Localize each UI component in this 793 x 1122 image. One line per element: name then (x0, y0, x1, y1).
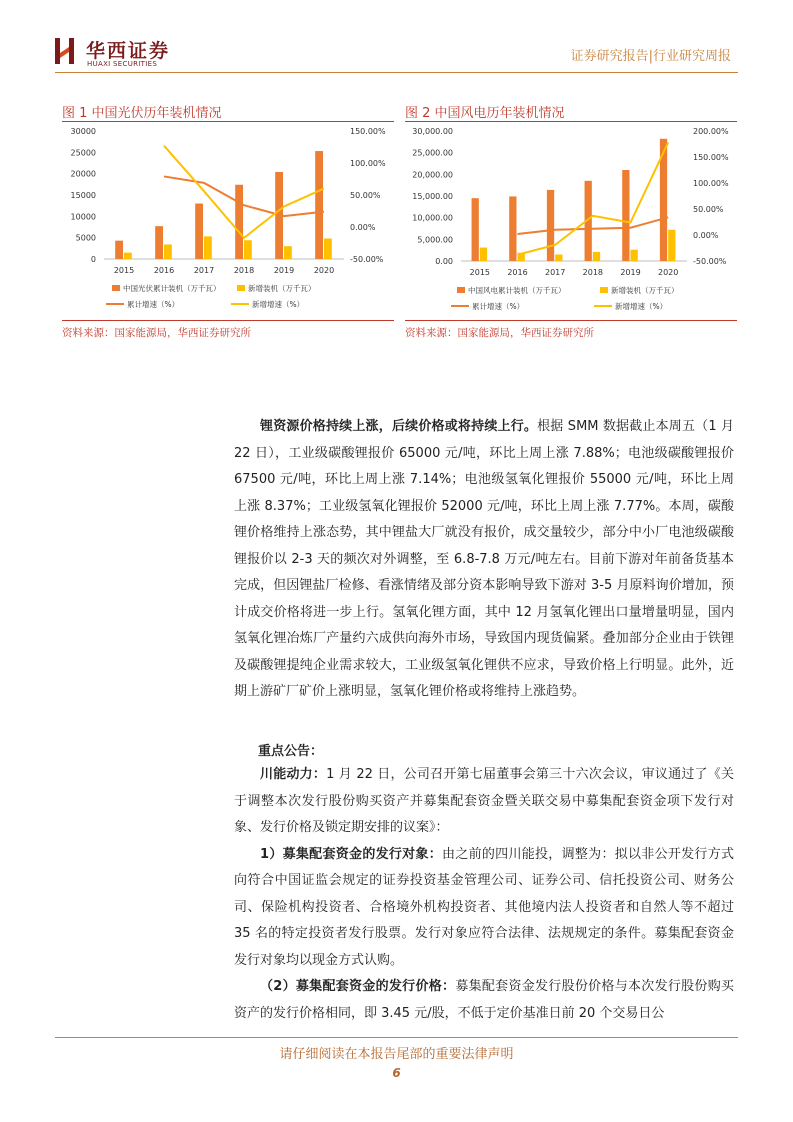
item2-text: 募集配套资金发行股份价格与本次发行股份购买资产的发行价格相同，即 3.45 元/股，不低于定价基准日前 20 个交易日公 (234, 979, 734, 1021)
bar-cumulative-2015 (472, 198, 479, 261)
right-axis-tick-label: 150.00% (693, 153, 729, 162)
company-text: 1 月 22 日，公司召开第七届董事会第三十六次会议，审议通过了《关于调整本次发行股份购买资产并募集配套资金暨关联交易中募集配套资金项下发行对象、发行价格及锁定期安排的议案》： (234, 767, 734, 835)
page-number: 6 (392, 1066, 401, 1080)
huaxi-logo-icon (54, 36, 76, 66)
left-axis-tick-label: 10,000.00 (412, 213, 453, 223)
right-axis-tick-label: 50.00% (350, 191, 381, 200)
x-axis-tick-label: 2019 (620, 268, 641, 277)
figure-2-chart (405, 123, 737, 318)
legend-label: 中国风电累计装机（万千瓦） (468, 286, 566, 295)
bar-new-2020 (668, 230, 675, 261)
legend-label: 累计增速（%） (127, 300, 180, 309)
legend-label: 新增增速（%） (252, 300, 305, 309)
x-axis-tick-label: 2017 (193, 266, 215, 275)
bar-cumulative-2017 (195, 204, 203, 259)
x-axis-tick-label: 2015 (113, 266, 135, 275)
figure-1-top-rule (62, 121, 394, 122)
left-axis-tick-label: 15000 (70, 191, 96, 200)
bar-cumulative-2020 (315, 151, 323, 259)
item1-text: 由之前的四川能投，调整为：拟以非公开发行方式向符合中国证监会规定的证券投资基金管理公司、证券公司、信托投资公司、财务公司、保险机构投资者、合格境外机构投资者、其他境内法人投资者和自然人等不超过 35 名的特定投资者发行股票。发行对象应符合法律、法规规定的条件。募集配套资金发行对象均以现金方式认购。 (234, 846, 734, 968)
x-axis-tick-label: 2018 (582, 268, 604, 277)
item2-title: （2）募集配套资金的发行价格： (260, 979, 456, 994)
left-axis-tick-label: 25000 (70, 148, 96, 158)
lithium-paragraph (234, 414, 734, 706)
bar-new-2016 (164, 244, 172, 259)
x-axis-tick-label: 2019 (273, 266, 295, 275)
right-axis-tick-label: 150.00% (350, 127, 386, 136)
x-axis-tick-label: 2015 (469, 268, 491, 277)
right-axis-tick-label: 100.00% (350, 159, 386, 168)
line-cumulative-growth (518, 217, 669, 234)
bar-cumulative-2016 (155, 226, 163, 259)
figure-2-bottom-rule (405, 320, 737, 321)
figure-2-top-rule (405, 121, 737, 122)
legend-swatch-cumulative (457, 287, 465, 293)
left-axis-tick-label: 5,000.00 (417, 235, 453, 245)
legend-label: 中国光伏累计装机（万千瓦） (123, 284, 221, 293)
bar-new-2017 (555, 255, 562, 262)
left-axis-tick-label: 15,000.00 (412, 192, 453, 201)
figure-2-title: 图 2 中国风电历年装机情况 (405, 106, 565, 121)
legend-swatch-new (600, 287, 608, 293)
bar-cumulative-2016 (509, 196, 516, 261)
bar-cumulative-2017 (547, 190, 554, 261)
figure-1-source: 资料来源：国家能源局，华西证券研究所 (62, 327, 251, 339)
legend-swatch-new (237, 285, 245, 291)
header-divider (55, 72, 738, 73)
bar-new-2018 (593, 252, 600, 261)
left-axis-tick-label: 10000 (70, 212, 96, 222)
bar-cumulative-2015 (115, 241, 123, 259)
bar-new-2015 (480, 248, 487, 261)
x-axis-tick-label: 2016 (153, 266, 175, 275)
right-axis-tick-label: 0.00% (350, 223, 376, 232)
report-type: 证券研究报告|行业研究周报 (570, 49, 731, 64)
announcement-heading: 重点公告： (258, 744, 324, 759)
line-cumulative-growth (164, 176, 324, 216)
right-axis-tick-label: -50.00% (350, 255, 384, 264)
bar-cumulative-2019 (622, 170, 629, 261)
lithium-title: 锂资源价格持续上涨，后续价格或将持续上行。 (260, 419, 538, 434)
line-new-growth (164, 146, 324, 238)
left-axis-tick-label: 30000 (70, 127, 96, 136)
footer-divider (55, 1037, 738, 1038)
announcement-body (234, 762, 734, 1027)
x-axis-tick-label: 2020 (657, 268, 679, 277)
left-axis-tick-label: 0 (90, 255, 96, 264)
bar-new-2019 (631, 250, 638, 261)
bar-new-2018 (244, 240, 252, 259)
right-axis-tick-label: -50.00% (693, 257, 727, 266)
right-axis-tick-label: 0.00% (693, 231, 719, 240)
right-axis-tick-label: 50.00% (693, 205, 724, 214)
x-axis-tick-label: 2018 (233, 266, 255, 275)
logo-text-cn: 华西证券 (86, 40, 171, 62)
legend-swatch-cumulative (112, 285, 120, 291)
logo-text-en: HUAXI SECURITIES (87, 60, 158, 68)
figure-1-chart (62, 123, 394, 318)
bar-new-2015 (124, 253, 132, 259)
bar-new-2019 (284, 246, 292, 259)
figure-1-bottom-rule (62, 320, 394, 321)
figure-2-source: 资料来源：国家能源局，华西证券研究所 (405, 327, 594, 339)
figure-1-title: 图 1 中国光伏历年装机情况 (62, 106, 222, 121)
left-axis-tick-label: 0.00 (435, 257, 453, 266)
right-axis-tick-label: 200.00% (693, 127, 729, 136)
legend-label: 新增装机（万千瓦） (611, 286, 679, 295)
legend-label: 新增增速（%） (615, 302, 668, 311)
left-axis-tick-label: 5000 (75, 233, 96, 243)
left-axis-tick-label: 25,000.00 (412, 148, 453, 158)
legend-label: 累计增速（%） (472, 302, 525, 311)
x-axis-tick-label: 2016 (507, 268, 528, 277)
right-axis-tick-label: 100.00% (693, 179, 729, 188)
left-axis-tick-label: 20000 (70, 169, 96, 179)
bar-new-2017 (204, 236, 212, 259)
bar-new-2020 (324, 239, 332, 259)
left-axis-tick-label: 20,000.00 (412, 170, 453, 180)
left-axis-tick-label: 30,000.00 (412, 127, 453, 136)
line-new-growth (518, 142, 669, 254)
legal-disclaimer: 请仔细阅读在本报告尾部的重要法律声明 (279, 1047, 514, 1062)
x-axis-tick-label: 2017 (544, 268, 566, 277)
x-axis-tick-label: 2020 (313, 266, 335, 275)
lithium-text: 根据 SMM 数据截止本周五（1 月 22 日），工业级碳酸锂报价 65000 元/吨，环比上周上涨 7.88%；电池级碳酸锂报价 67500 元/吨，环比上周上涨 7.14%；电池级氢氧化锂报价 55000 元/吨，环比上周上涨 8.37%；工业级氢氧化锂报价 52000 元/吨，环比上周上涨 7.77%。本周，碳酸锂价格维持上涨态势，其中锂盐大厂就没有报价，成交量较少，部分中小厂电池级碳酸锂报价以 2-3 天的频次对外调整，至 6.8-7.8 万元/吨左右。目前下游对年前备货基本完成，但因锂盐厂检修、看涨情绪及部分资本影响导致下游对 3-5 月原料询价增加，预计成交价格将进一步上行。氢氧化锂方面，其中 12 月氢氧化锂出口量增量明显，国内氢氧化锂冶炼厂产量约六成供向海外市场，导致国内现货偏紧。叠加部分企业由于铁锂及碳酸锂提纯企业需求较大，工业级氢氧化锂供不应求，导致价格上行明显。此外，近期上游矿厂矿价上涨明显，氢氧化锂价格或将维持上涨趋势。 (234, 419, 734, 699)
company-name: 川能动力： (260, 767, 327, 782)
bar-cumulative-2018 (235, 185, 243, 259)
item1-title: 1）募集配套资金的发行对象： (260, 846, 443, 862)
legend-label: 新增装机（万千瓦） (248, 284, 316, 293)
